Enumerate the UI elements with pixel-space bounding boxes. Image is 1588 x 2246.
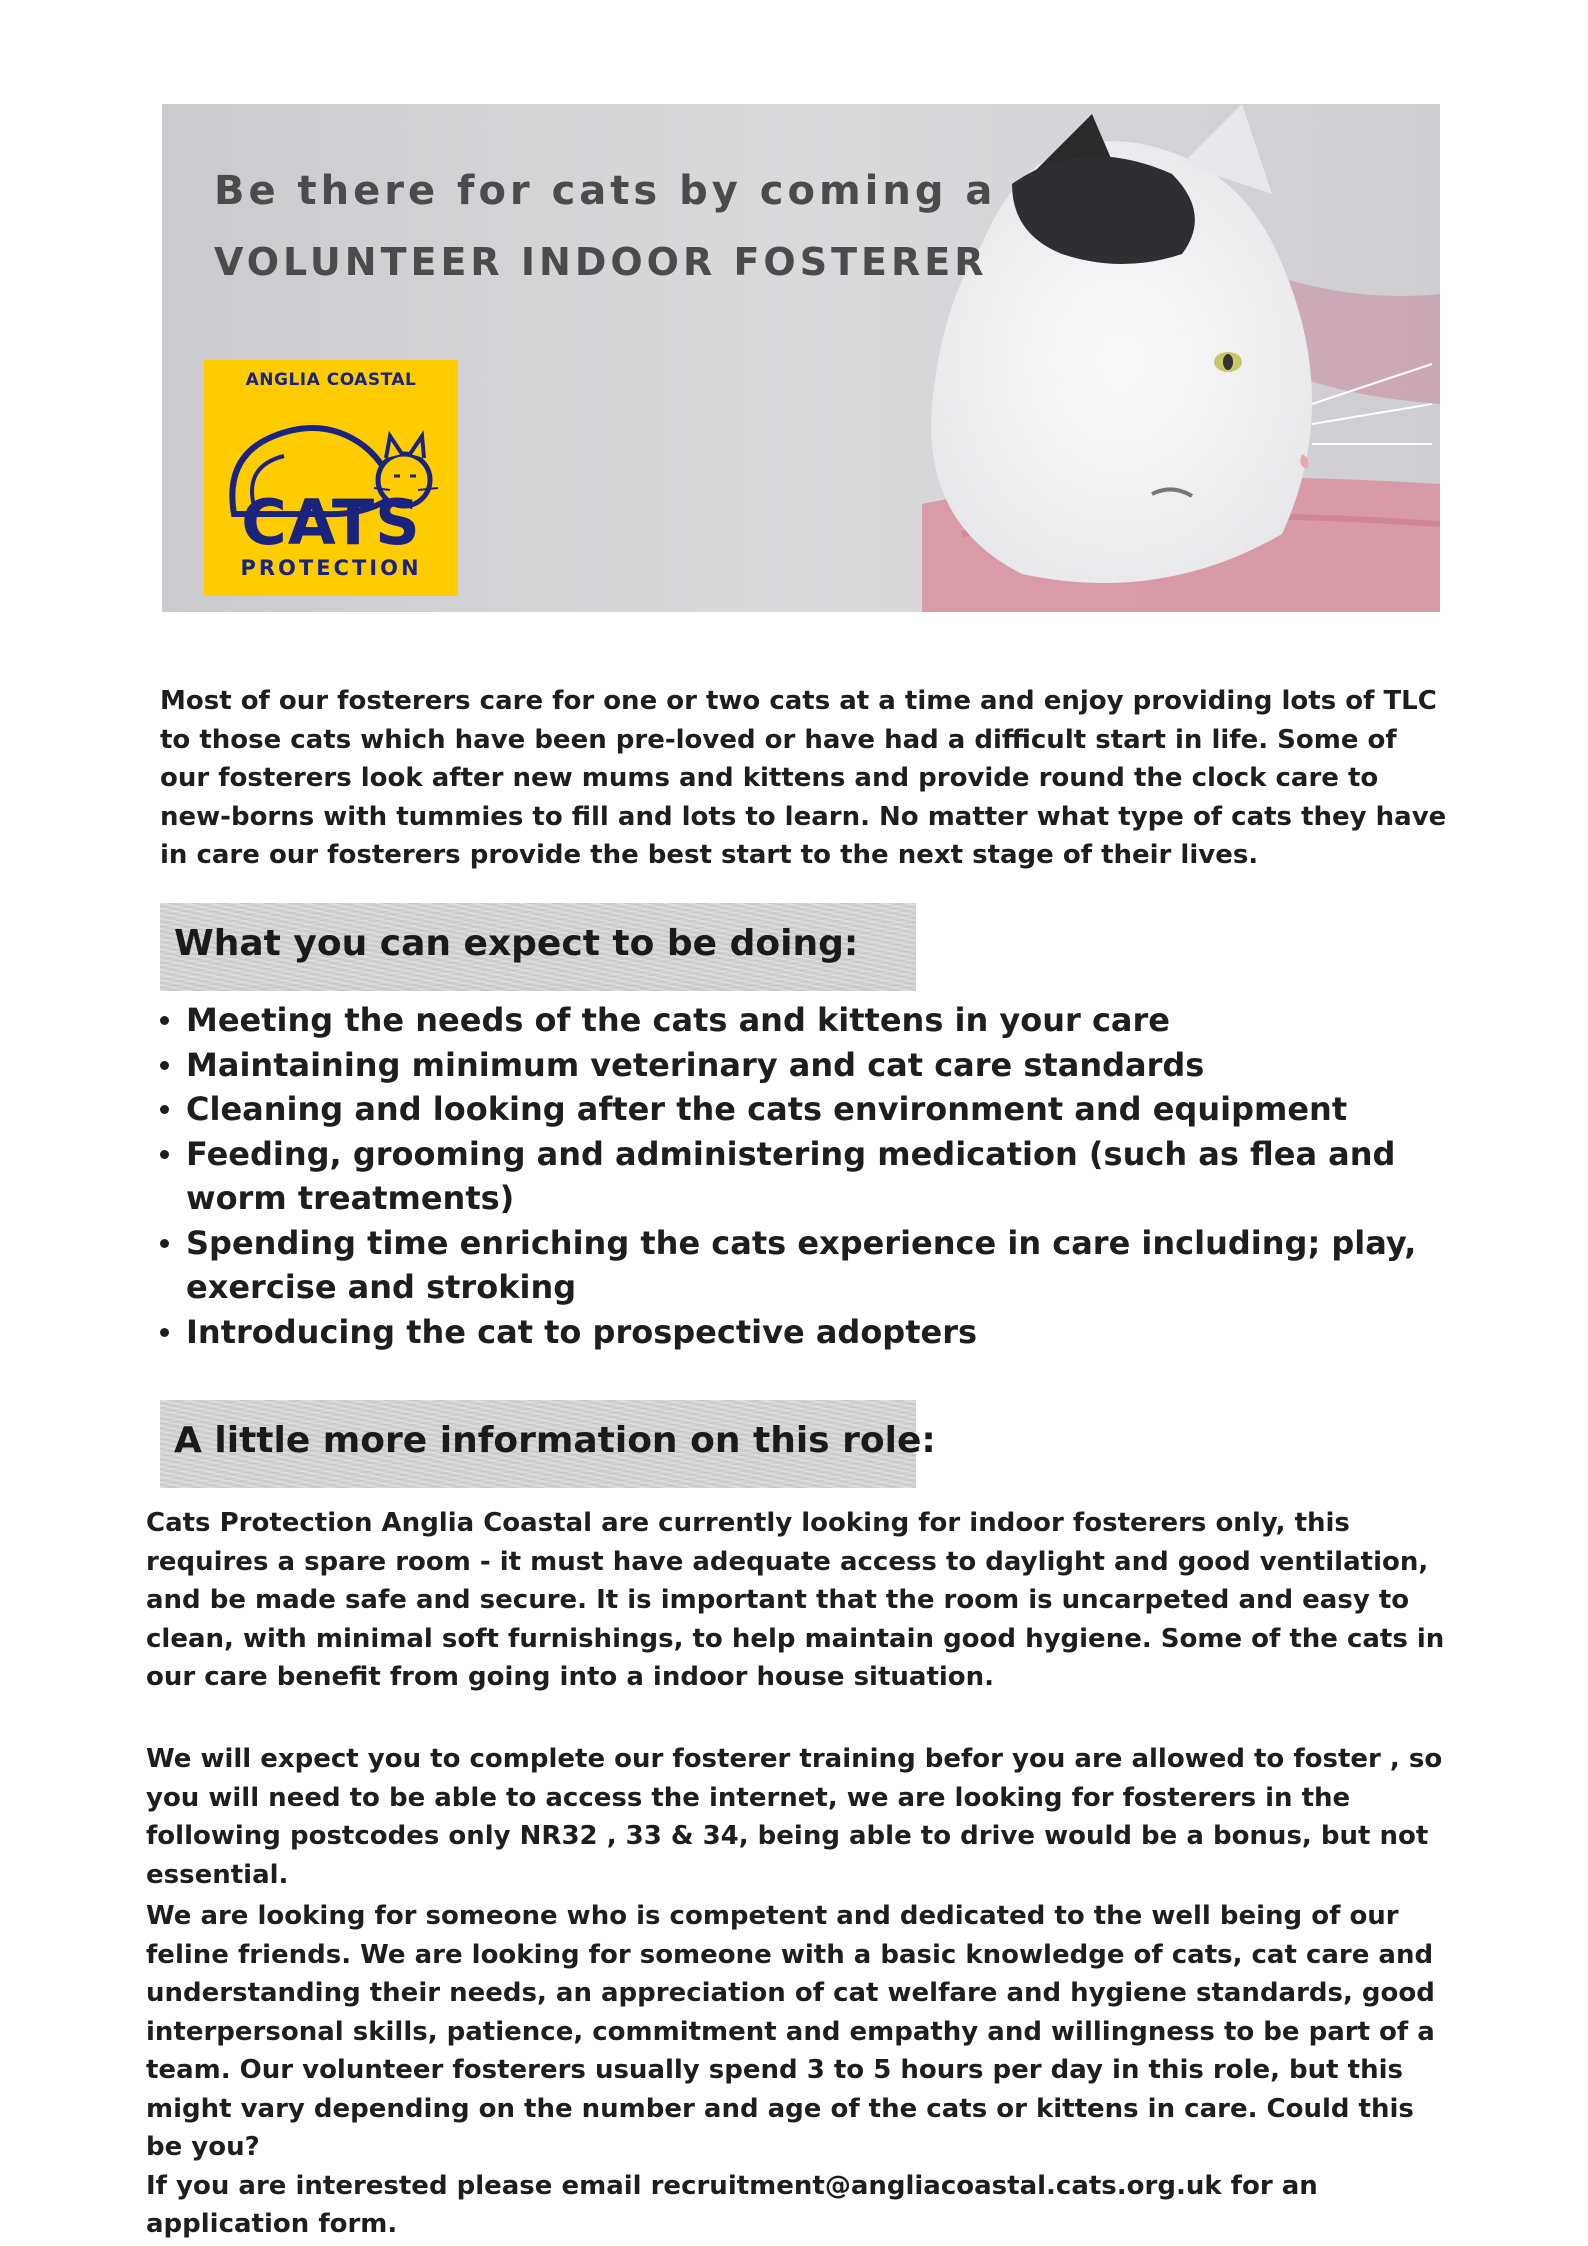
logo-region-text: ANGLIA COASTAL — [245, 370, 417, 390]
section-heading-more-info: A little more information on this role: — [174, 1420, 936, 1461]
list-item: Maintaining minimum veterinary and cat care standards — [186, 1043, 1436, 1088]
list-item: Feeding, grooming and administering medication (such as flea and worm treatments) — [186, 1132, 1436, 1221]
section-heading-box — [160, 903, 916, 991]
info-paragraph-person — [146, 1897, 1456, 2244]
header-banner — [162, 104, 1440, 612]
logo-wordmark: CATS — [241, 486, 421, 559]
contact-email-line: If you are interested please email recruitment@angliacoastal.cats.org.uk for an application form. — [146, 2170, 1318, 2239]
list-item: Meeting the needs of the cats and kittens in your care — [186, 998, 1436, 1043]
list-item: Introducing the cat to prospective adopters — [186, 1310, 1436, 1355]
section-heading-box — [160, 1400, 936, 1488]
intro-paragraph: Most of our fosterers care for one or two cats at a time and enjoy providing lots of TLC to those cats which have been pre-loved or have had a difficult start in life. Some of our fosterers look after new mums and kittens and provide round the clock care to new-borns with tummies to fill and lots to learn. No matter what type of cats they have in care our fosterers provide the best start to the next stage of their lives. — [160, 686, 1447, 870]
list-item: Cleaning and looking after the cats environment and equipment — [186, 1087, 1436, 1132]
banner-headline-line-1: Be there for cats by coming a — [214, 168, 997, 214]
duties-list — [186, 998, 1436, 1354]
list-item: Spending time enriching the cats experience in care including; play, exercise and stroking — [186, 1221, 1436, 1310]
info-paragraph-training: We will expect you to complete our fosterer training befor you are allowed to foster , so you will need to be able to access the internet, we are looking for fosterers in the following postcodes only NR32 , 33 & 34, being able to drive would be a bonus, but not essential. — [146, 1744, 1443, 1890]
banner-headline-line-2: VOLUNTEER INDOOR FOSTERER — [214, 240, 988, 284]
logo-subtitle: PROTECTION — [240, 556, 422, 580]
section-heading-duties: What you can expect to be doing: — [174, 923, 859, 964]
info-paragraph-person-text: We are looking for someone who is competent and dedicated to the well being of our feline friends. We are looking for someone with a basic knowledge of cats, cat care and understanding their needs, an appreciation of cat welfare and hygiene standards, good interpersonal skills, patience, commitment and empathy and willingness to be part of a team. Our volunteer fosterers usually spend 3 to 5 hours per day in this role, but this might vary depending on the number and age of the cats or kittens in care. Could this be you? — [146, 1901, 1435, 2162]
cats-protection-logo — [204, 360, 458, 596]
info-paragraph-requirements: Cats Protection Anglia Coastal are currently looking for indoor fosterers only, this requires a spare room - it must have adequate access to daylight and good ventilation, and be made safe and secure. It is important that the room is uncarpeted and easy to clean, with minimal soft furnishings, to help maintain good hygiene. Some of the cats in our care benefit from going into a indoor house situation. — [146, 1508, 1445, 1692]
